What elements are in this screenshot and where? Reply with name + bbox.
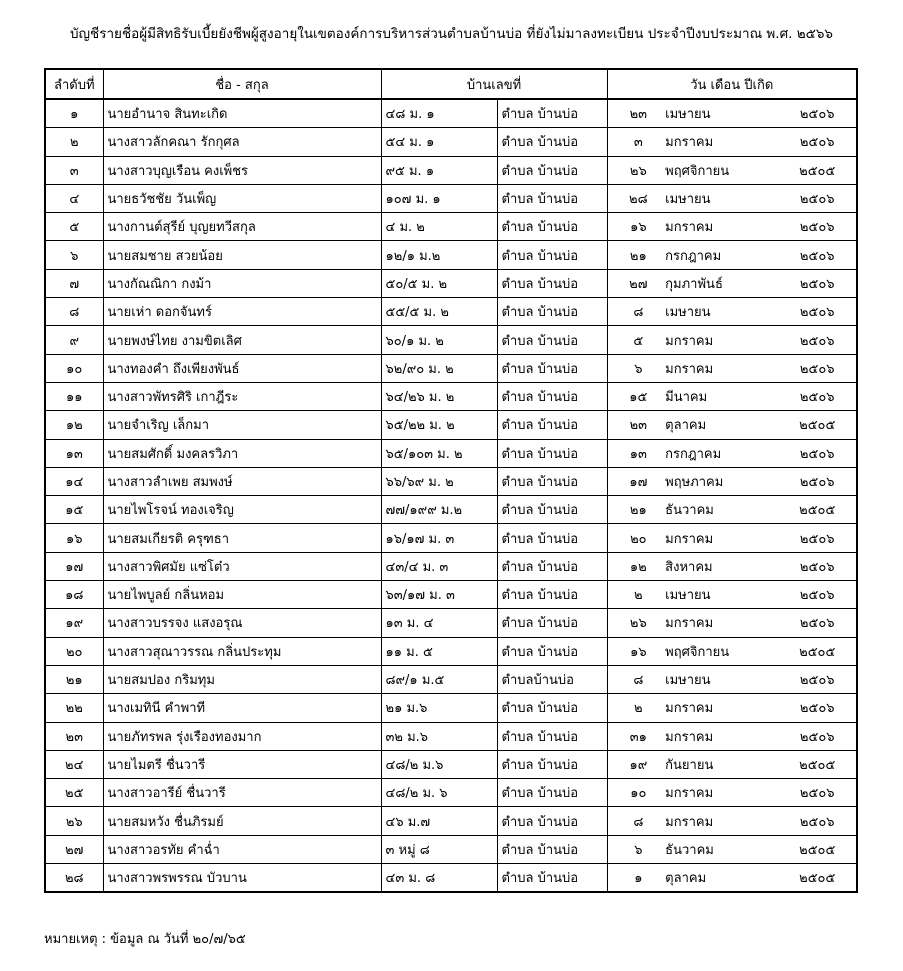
row-subdistrict: ตำบล บ้านบ่อ — [497, 99, 607, 128]
row-subdistrict: ตำบล บ้านบ่อ — [497, 156, 607, 184]
row-full-name: นางกัณณิกา กงม้า — [103, 269, 381, 297]
row-number: ๒๗ — [45, 835, 103, 863]
birth-day: ๑๕ — [629, 390, 648, 406]
table-row — [45, 722, 857, 750]
birth-month: กันยายน — [665, 757, 714, 773]
row-subdistrict: ตำบล บ้านบ่อ — [497, 439, 607, 467]
row-subdistrict: ตำบล บ้านบ่อ — [497, 637, 607, 665]
row-birthdate — [607, 326, 857, 354]
row-birthdate — [607, 835, 857, 863]
row-house-number: ๔๘/๒ ม. ๖ — [381, 779, 497, 807]
row-subdistrict: ตำบล บ้านบ่อ — [497, 298, 607, 326]
row-full-name: นายภัทรพล รุ่งเรืองทองมาก — [103, 722, 381, 750]
row-full-name: นายอำนาจ สินทะเกิด — [103, 99, 381, 128]
row-house-number: ๙๕ ม. ๑ — [381, 156, 497, 184]
row-subdistrict: ตำบล บ้านบ่อ — [497, 750, 607, 778]
row-birthdate — [607, 722, 857, 750]
birth-month: ตุลาคม — [665, 418, 707, 434]
row-birthdate — [607, 694, 857, 722]
birth-day: ๑๖ — [630, 220, 647, 236]
document-title: บัญชีรายชื่อผู้มีสิทธิรับเบี้ยยังชีพผู้สูงอายุในเขตองค์การบริหารส่วนตำบลบ้านบ่อ ที่ยังไม่มาลงทะเบียน ประจำปีงบประมาณ พ.ศ. ๒๕๖๖ — [69, 26, 833, 42]
row-full-name: นางกานต์สุรีย์ บุญยทวีสกุล — [103, 213, 381, 241]
birth-month: ตุลาคม — [665, 871, 707, 887]
row-house-number: ๓ หมู่ ๘ — [381, 835, 497, 863]
row-number: ๒๑ — [45, 665, 103, 693]
row-number: ๑๙ — [45, 609, 103, 637]
row-subdistrict: ตำบล บ้านบ่อ — [497, 184, 607, 212]
birth-year: ๒๕๐๕ — [799, 842, 836, 858]
table-row — [45, 241, 857, 269]
row-subdistrict: ตำบล บ้านบ่อ — [497, 269, 607, 297]
row-subdistrict: ตำบล บ้านบ่อ — [497, 411, 607, 439]
birth-day: ๖ — [634, 361, 643, 377]
row-subdistrict: ตำบล บ้านบ่อ — [497, 213, 607, 241]
row-number: ๘ — [45, 298, 103, 326]
row-full-name: นายจำเริญ เล็กมา — [103, 411, 381, 439]
birth-year: ๒๕๐๖ — [799, 786, 835, 802]
row-subdistrict: ตำบล บ้านบ่อ — [497, 467, 607, 495]
row-full-name: นายสมศักดิ์ มงคลรวิภา — [103, 439, 381, 467]
row-subdistrict: ตำบล บ้านบ่อ — [497, 835, 607, 863]
birth-year: ๒๕๐๖ — [799, 361, 835, 377]
row-birthdate — [607, 609, 857, 637]
row-birthdate — [607, 581, 857, 609]
row-birthdate — [607, 524, 857, 552]
row-number: ๒๓ — [45, 722, 103, 750]
row-house-number: ๖๒/๙๐ ม. ๒ — [381, 354, 497, 382]
registration-table — [44, 68, 858, 893]
birth-month: ธันวาคม — [665, 503, 714, 519]
birth-year: ๒๕๐๕ — [799, 163, 836, 179]
birth-month: มกราคม — [665, 701, 714, 717]
birth-month: มกราคม — [665, 135, 714, 151]
table-row — [45, 213, 857, 241]
row-birthdate — [607, 779, 857, 807]
row-subdistrict: ตำบล บ้านบ่อ — [497, 524, 607, 552]
row-subdistrict: ตำบล บ้านบ่อ — [497, 807, 607, 835]
table-row — [45, 411, 857, 439]
row-house-number: ๒๑ ม.๖ — [381, 694, 497, 722]
birth-year: ๒๕๐๖ — [799, 616, 835, 632]
row-full-name: นางทองคำ ถึงเพียงพันธ์ — [103, 354, 381, 382]
birth-year: ๒๕๐๖ — [799, 276, 835, 292]
birth-year: ๒๕๐๖ — [799, 446, 835, 462]
birth-day: ๒๖ — [629, 163, 647, 179]
row-full-name: นายสมหวัง ชื่นภิรมย์ — [103, 807, 381, 835]
row-full-name: นางสาวอรทัย คำฉ่ำ — [103, 835, 381, 863]
row-number: ๒ — [45, 128, 103, 156]
row-full-name: นายธวัชชัย วันเพ็ญ — [103, 184, 381, 212]
row-subdistrict: ตำบล บ้านบ่อ — [497, 609, 607, 637]
birth-day: ๘ — [633, 305, 644, 321]
row-number: ๒๕ — [45, 779, 103, 807]
birth-day: ๒ — [634, 588, 643, 604]
row-house-number: ๔๘/๒ ม.๖ — [381, 750, 497, 778]
birth-month: เมษายน — [665, 305, 711, 321]
row-birthdate — [607, 241, 857, 269]
row-subdistrict: ตำบล บ้านบ่อ — [497, 779, 607, 807]
row-full-name: นางสาวพิศมัย แซ่โต๋ว — [103, 552, 381, 580]
row-house-number: ๕๔ ม. ๑ — [381, 128, 497, 156]
row-birthdate — [607, 467, 857, 495]
row-birthdate — [607, 807, 857, 835]
row-full-name: นางสาวลักคณา รักกุศล — [103, 128, 381, 156]
row-house-number: ๕๕/๕ ม. ๒ — [381, 298, 497, 326]
birth-year: ๒๕๐๖ — [799, 220, 835, 236]
row-house-number: ๔๓/๔ ม. ๓ — [381, 552, 497, 580]
table-body — [45, 99, 857, 892]
birth-year: ๒๕๐๖ — [799, 559, 835, 575]
birth-month: พฤศจิกายน — [665, 644, 730, 660]
birth-year: ๒๕๐๖ — [799, 305, 835, 321]
birth-month: กุมภาพันธ์ — [665, 276, 723, 292]
row-full-name: นายสมเกียรติ ครุฑธา — [103, 524, 381, 552]
birth-year: ๒๕๐๖ — [799, 673, 835, 689]
table-row — [45, 99, 857, 128]
birth-day: ๒๑ — [629, 503, 647, 519]
birth-year: ๒๕๐๕ — [799, 503, 836, 519]
row-house-number: ๖๕/๑๐๓ ม. ๒ — [381, 439, 497, 467]
birth-day: ๒๖ — [629, 616, 647, 632]
birth-month: มกราคม — [665, 729, 714, 745]
birth-year: ๒๕๐๖ — [799, 814, 835, 830]
table-row — [45, 524, 857, 552]
birth-day: ๒๗ — [629, 276, 648, 292]
birth-year: ๒๕๐๖ — [799, 531, 835, 547]
row-number: ๑๔ — [45, 467, 103, 495]
birth-year: ๒๕๐๖ — [799, 588, 835, 604]
row-full-name: นายสมชาย สวยน้อย — [103, 241, 381, 269]
birth-day: ๑๐ — [630, 786, 647, 802]
row-house-number: ๗๗/๑๙๙ ม.๒ — [381, 496, 497, 524]
row-full-name: นางสาวอารีย์ ชื่นวารี — [103, 779, 381, 807]
row-subdistrict: ตำบลบ้านบ่อ — [497, 665, 607, 693]
row-full-name: นางสาวพัทรศิริ เกาฎีระ — [103, 382, 381, 410]
birth-month: พฤศจิกายน — [665, 163, 730, 179]
birth-month: สิงหาคม — [665, 559, 713, 575]
row-birthdate — [607, 298, 857, 326]
row-number: ๓ — [45, 156, 103, 184]
birth-month: กรกฎาคม — [665, 248, 722, 264]
birth-month: เมษายน — [665, 192, 711, 208]
row-full-name: นางสาวลำเพย สมพงษ์ — [103, 467, 381, 495]
birth-day: ๘ — [633, 814, 644, 830]
row-number: ๕ — [45, 213, 103, 241]
row-house-number: ๖๔/๒๖ ม. ๒ — [381, 382, 497, 410]
birth-year: ๒๕๐๖ — [799, 135, 835, 151]
row-number: ๖ — [45, 241, 103, 269]
row-house-number: ๑๑ ม. ๕ — [381, 637, 497, 665]
row-subdistrict: ตำบล บ้านบ่อ — [497, 496, 607, 524]
birth-month: มกราคม — [665, 814, 714, 830]
birth-year: ๒๕๐๕ — [799, 418, 836, 434]
birth-month: เมษายน — [665, 107, 711, 123]
row-number: ๗ — [45, 269, 103, 297]
table-row — [45, 864, 857, 893]
row-birthdate — [607, 864, 857, 893]
table-row — [45, 269, 857, 297]
row-full-name: นางเมทินี คำพาที — [103, 694, 381, 722]
row-number: ๑๘ — [45, 581, 103, 609]
row-full-name: นายไมตรี ชื่นวารี — [103, 750, 381, 778]
table-row — [45, 779, 857, 807]
table-row — [45, 439, 857, 467]
row-full-name: นายไพบูลย์ กลิ่นหอม — [103, 581, 381, 609]
birth-month: มีนาคม — [665, 390, 708, 406]
birth-day: ๑๓ — [629, 446, 647, 462]
table-row — [45, 609, 857, 637]
birth-day: ๒๑ — [629, 248, 647, 264]
birth-year: ๒๕๐๖ — [799, 192, 835, 208]
table-row — [45, 184, 857, 212]
row-house-number: ๖๐/๑ ม. ๒ — [381, 326, 497, 354]
row-birthdate — [607, 382, 857, 410]
birth-month: เมษายน — [665, 588, 711, 604]
row-birthdate — [607, 411, 857, 439]
row-subdistrict: ตำบล บ้านบ่อ — [497, 326, 607, 354]
table-row — [45, 298, 857, 326]
table-row — [45, 581, 857, 609]
table-header-row — [45, 69, 857, 99]
birth-year: ๒๕๐๖ — [799, 107, 835, 123]
row-birthdate — [607, 156, 857, 184]
header-name: ชื่อ - สกุล — [103, 69, 381, 99]
row-number: ๑ — [45, 99, 103, 128]
row-subdistrict: ตำบล บ้านบ่อ — [497, 581, 607, 609]
table-row — [45, 326, 857, 354]
row-house-number: ๑๖/๑๗ ม. ๓ — [381, 524, 497, 552]
birth-month: ธันวาคม — [665, 842, 714, 858]
row-number: ๑๖ — [45, 524, 103, 552]
row-full-name: นางสาวสุณาวรรณ กลิ่นประทุม — [103, 637, 381, 665]
row-house-number: ๑๓ ม. ๔ — [381, 609, 497, 637]
table-row — [45, 354, 857, 382]
table-row — [45, 637, 857, 665]
table-row — [45, 835, 857, 863]
row-subdistrict: ตำบล บ้านบ่อ — [497, 382, 607, 410]
row-house-number: ๖๖/๖๙ ม. ๒ — [381, 467, 497, 495]
table-row — [45, 156, 857, 184]
birth-day: ๑๖ — [630, 644, 647, 660]
table-row — [45, 750, 857, 778]
row-birthdate — [607, 665, 857, 693]
row-number: ๒๒ — [45, 694, 103, 722]
birth-day: ๓๑ — [629, 729, 647, 745]
birth-day: ๒๓ — [629, 418, 648, 434]
row-number: ๑๑ — [45, 382, 103, 410]
row-house-number: ๓๒ ม.๖ — [381, 722, 497, 750]
row-number: ๙ — [45, 326, 103, 354]
birth-day: ๒ — [634, 701, 643, 717]
row-full-name: นายไพโรจน์ ทองเจริญ — [103, 496, 381, 524]
row-subdistrict: ตำบล บ้านบ่อ — [497, 354, 607, 382]
birth-year: ๒๕๐๖ — [799, 248, 835, 264]
row-subdistrict: ตำบล บ้านบ่อ — [497, 241, 607, 269]
row-number: ๒๖ — [45, 807, 103, 835]
table-row — [45, 665, 857, 693]
birth-day: ๒๘ — [629, 192, 648, 208]
birth-day: ๑๒ — [629, 559, 647, 575]
row-number: ๑๒ — [45, 411, 103, 439]
row-birthdate — [607, 439, 857, 467]
birth-year: ๒๕๐๖ — [799, 390, 835, 406]
birth-month: พฤษภาคม — [665, 475, 724, 490]
birth-day: ๘ — [633, 673, 644, 689]
birth-month: มกราคม — [665, 333, 714, 349]
row-full-name: นางสาวบรรจง แสงอรุณ — [103, 609, 381, 637]
birth-day: ๑ — [634, 871, 643, 887]
table-row — [45, 552, 857, 580]
row-birthdate — [607, 552, 857, 580]
row-birthdate — [607, 213, 857, 241]
row-birthdate — [607, 496, 857, 524]
row-birthdate — [607, 750, 857, 778]
header-birthdate: วัน เดือน ปีเกิด — [607, 69, 857, 99]
row-number: ๑๐ — [45, 354, 103, 382]
row-full-name: นางสาวบุญเรือน คงเพ็ชร — [103, 156, 381, 184]
row-subdistrict: ตำบล บ้านบ่อ — [497, 128, 607, 156]
birth-day: ๒๐ — [630, 531, 647, 547]
birth-year: ๒๕๐๖ — [799, 729, 835, 745]
row-birthdate — [607, 99, 857, 128]
row-full-name: นายสมปอง กริมทุม — [103, 665, 381, 693]
row-birthdate — [607, 354, 857, 382]
row-house-number: ๘๙/๑ ม.๕ — [381, 665, 497, 693]
birth-day: ๑๙ — [629, 757, 648, 773]
row-subdistrict: ตำบล บ้านบ่อ — [497, 864, 607, 893]
header-no: ลำดับที่ — [45, 69, 103, 99]
row-house-number: ๔๓ ม. ๘ — [381, 864, 497, 893]
birth-day: ๑๗ — [629, 475, 648, 490]
row-birthdate — [607, 128, 857, 156]
birth-month: เมษายน — [665, 673, 711, 689]
birth-month: มกราคม — [665, 616, 714, 632]
row-house-number: ๔ ม. ๒ — [381, 213, 497, 241]
birth-year: ๒๕๐๖ — [799, 475, 835, 490]
birth-year: ๒๕๐๕ — [799, 871, 836, 887]
row-number: ๑๗ — [45, 552, 103, 580]
row-house-number: ๔๘ ม. ๑ — [381, 99, 497, 128]
table-row — [45, 496, 857, 524]
birth-month: มกราคม — [665, 531, 714, 547]
row-number: ๑๕ — [45, 496, 103, 524]
birth-day: ๓ — [633, 135, 643, 151]
row-subdistrict: ตำบล บ้านบ่อ — [497, 722, 607, 750]
row-full-name: นายพงษ์ไทย งามขิตเลิศ — [103, 326, 381, 354]
table-row — [45, 694, 857, 722]
table-row — [45, 807, 857, 835]
row-subdistrict: ตำบล บ้านบ่อ — [497, 694, 607, 722]
row-number: ๒๘ — [45, 864, 103, 893]
row-number: ๒๔ — [45, 750, 103, 778]
table-row — [45, 128, 857, 156]
birth-month: กรกฎาคม — [665, 446, 722, 462]
birth-month: มกราคม — [665, 786, 714, 802]
row-house-number: ๕๐/๕ ม. ๒ — [381, 269, 497, 297]
birth-year: ๒๕๐๕ — [799, 644, 836, 660]
row-birthdate — [607, 184, 857, 212]
birth-day: ๒๓ — [629, 107, 648, 123]
birth-day: ๕ — [633, 333, 644, 349]
birth-month: มกราคม — [665, 220, 714, 236]
birth-year: ๒๕๐๖ — [799, 701, 835, 717]
table-row — [45, 382, 857, 410]
birth-month: มกราคม — [665, 361, 714, 377]
row-number: ๑๓ — [45, 439, 103, 467]
row-house-number: ๖๓/๑๗ ม. ๓ — [381, 581, 497, 609]
row-house-number: ๑๒/๑ ม.๒ — [381, 241, 497, 269]
header-address: บ้านเลขที่ — [381, 69, 607, 99]
birth-year: ๒๕๐๕ — [799, 757, 836, 773]
row-house-number: ๑๐๗ ม. ๑ — [381, 184, 497, 212]
row-subdistrict: ตำบล บ้านบ่อ — [497, 552, 607, 580]
row-full-name: นางสาวพรพรรณ บัวบาน — [103, 864, 381, 893]
row-birthdate — [607, 637, 857, 665]
row-house-number: ๖๕/๒๒ ม. ๒ — [381, 411, 497, 439]
row-full-name: นายเห่า ดอกจันทร์ — [103, 298, 381, 326]
table-row — [45, 467, 857, 495]
row-birthdate — [607, 269, 857, 297]
row-number: ๔ — [45, 184, 103, 212]
footnote: หมายเหตุ : ข้อมูล ณ วันที่ ๒๐/๗/๖๕ — [44, 932, 246, 947]
birth-year: ๒๕๐๖ — [799, 333, 835, 349]
birth-day: ๖ — [634, 842, 643, 858]
row-number: ๒๐ — [45, 637, 103, 665]
row-house-number: ๔๖ ม.๗ — [381, 807, 497, 835]
